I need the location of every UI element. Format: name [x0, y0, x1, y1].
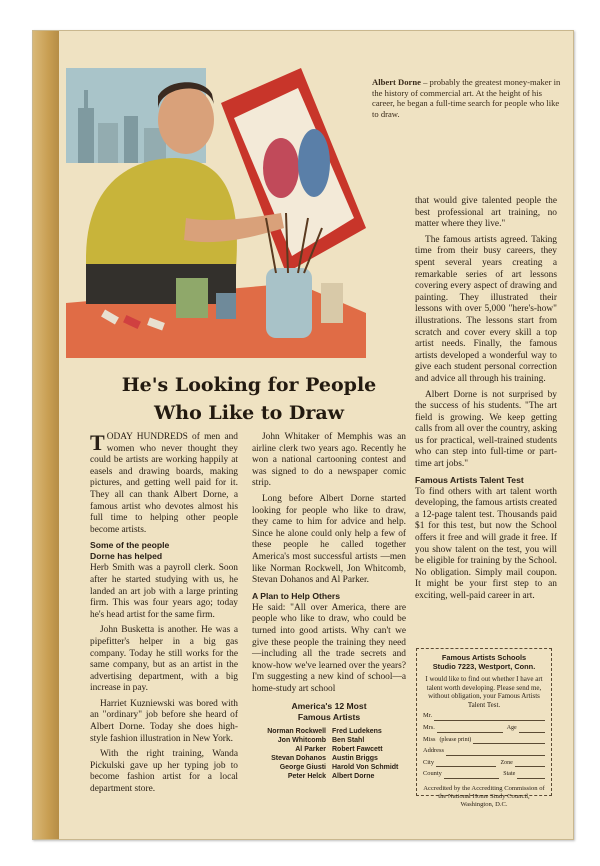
artist-name: Fred Ludekens — [332, 728, 382, 736]
artist-name: Norman Rockwell — [267, 728, 326, 736]
drop-cap: T — [90, 430, 105, 455]
artist-name: Stevan Dohanos — [271, 755, 326, 763]
article-headline — [62, 371, 436, 427]
paragraph: John Whitaker of Memphis was an airline clerk two years ago. Recently he won a national cartooning contest and was signed to do a newspaper comic strip. — [252, 432, 406, 489]
artists-list — [252, 727, 406, 781]
caption-name: Albert Dorne — [372, 77, 421, 87]
paragraph: Herb Smith was a payroll clerk. Soon after he started studying with us, he landed an art job with a large printing firm. This was four years ago; today he's head artist for the same firm. — [90, 563, 238, 620]
paint-jar — [176, 278, 208, 318]
coupon-studio-address: Studio 7223, Westport, Conn. — [432, 662, 536, 671]
artist-trousers — [86, 264, 236, 304]
headline-line-2: Who Like to Draw — [153, 402, 345, 424]
article-column-2 — [252, 432, 406, 781]
paragraph: John Busketta is another. He was a pipefitter's helper in a big gas company. Today he still works for the same company, but as an artist in the advertising department, with a big increase in pay. — [90, 625, 238, 694]
artist-name: Albert Dorne — [332, 773, 375, 781]
city-zone-field[interactable]: City Zone — [423, 759, 545, 768]
paint-jar — [216, 293, 236, 319]
bottle — [321, 283, 343, 323]
paragraph: Harriet Kuzniewski was bored with an "ordinary" job before she heard of Albert Dorne. Today she does high-style fashion illustration in New York. — [90, 698, 238, 744]
artist-name: Ben Stahl — [332, 737, 365, 745]
artist-illustration — [66, 68, 366, 358]
artist-head — [158, 86, 214, 154]
artist-shirt — [86, 158, 237, 268]
county-state-field[interactable]: County State — [423, 770, 545, 779]
artist-name: Austin Briggs — [332, 755, 378, 763]
paragraph: He said: "All over America, there are people who like to draw, who could be turned into good artists. Why can't we give these people the training they need—including all the trade secrets and know-how we've learned over the years? I'm suggesting a new kind of school—a home-study art school — [252, 602, 406, 694]
headline-line-1: He's Looking for People — [121, 374, 377, 396]
name-field-mrs[interactable]: Mrs. Age — [423, 724, 545, 733]
paragraph: The famous artists agreed. Taking time from their busy careers, they spent several years creating a remarkable series of art lessons covering every aspect of drawing and painting. They illustrated their lessons with over 5,000 "here's-how" illustrations. The lessons start from scratch and cover every skill a top artist needs. Finally, the famous artists developed a wonderful way to give each student personal correction and advice all through his training. — [415, 234, 557, 384]
article-column-1 — [90, 432, 238, 800]
coupon-text: I would like to find out whether I have art talent worth developing. Please send me, without obligation, your Famous Artists Talent Test. — [425, 675, 543, 709]
artist-name: George Giusti — [279, 764, 326, 772]
artist-name: Peter Helck — [287, 773, 326, 781]
canvas-figure-woman — [263, 138, 299, 198]
subheading: Famous Artists Talent Test — [415, 474, 524, 485]
artist-name: Jon Whitcomb — [277, 737, 326, 745]
paragraph: With the right training, Wanda Pickulski gave up her typing job to become fashion artist for a local department store. — [90, 749, 238, 795]
canvas-figure-man — [298, 129, 330, 197]
address-field[interactable]: Address — [423, 747, 545, 756]
name-field-mr[interactable]: Mr. — [423, 712, 545, 721]
mail-in-coupon[interactable] — [416, 648, 552, 808]
artists-list-title: America's 12 Most Famous Artists — [291, 701, 367, 723]
subheading: A Plan to Help Others — [252, 590, 341, 601]
artist-name: Harold Von Schmidt — [332, 764, 399, 772]
caption-text: – probably the greatest money-maker in the history of commercial art. At the height of his career, he began a full-time search for people who like to draw. — [372, 77, 561, 119]
artist-name: Robert Fawcett — [332, 746, 383, 754]
building — [98, 123, 118, 163]
building-spire — [84, 90, 88, 108]
paragraph: Long before Albert Dorne started looking for people who like to draw, they came to him for advice and help. Since he alone could only help a few of these people he called together America's most successful artists —men like Norman Rockwell, Jon Whitcomb, Stevan Dohanos and Al Parker. — [252, 493, 406, 586]
building — [124, 116, 138, 163]
name-field-miss[interactable]: Miss (please print) — [423, 736, 545, 745]
building — [78, 108, 94, 163]
article-column-3 — [415, 196, 557, 607]
paragraph: TODAY HUNDREDS of men and women who never thought they could be artists are working happily at easels and drawing boards, making pictures, and getting well paid for it. They all can thank Albert Dorne, a famous artist who devotes almost his full time to helping other people become artists. — [90, 430, 238, 535]
accreditation-note: Accredited by the Accrediting Commission of the National Home Study Council, Washington, D.C. — [423, 784, 545, 808]
artist-name: Al Parker — [295, 746, 326, 754]
paragraph: that would give talented people the best professional art training, no matter where they live." — [415, 196, 557, 230]
illustration-caption — [372, 77, 562, 119]
brush-jar — [266, 268, 312, 338]
binding-spine — [33, 31, 59, 839]
paragraph: Albert Dorne is not surprised by the success of his students. "The art field is growing. We keep getting calls from all over the country, asking us for practical, well-trained students who can step into full-time or part-time art jobs." — [415, 389, 557, 470]
subheading: Some of the people Dorne has helped — [90, 540, 170, 562]
coupon-school-name: Famous Artists Schools — [441, 653, 527, 662]
paragraph: To find others with art talent worth developing, the famous artists created a 12-page talent test. Thousands paid $1 for this test, but now the School offers it free and will grade it free. If you show talent on the test, you will be eligible for training by the School. No obligation. Simply mail coupon. It might be your first step to an exciting, well-paid career in art. — [415, 486, 557, 601]
